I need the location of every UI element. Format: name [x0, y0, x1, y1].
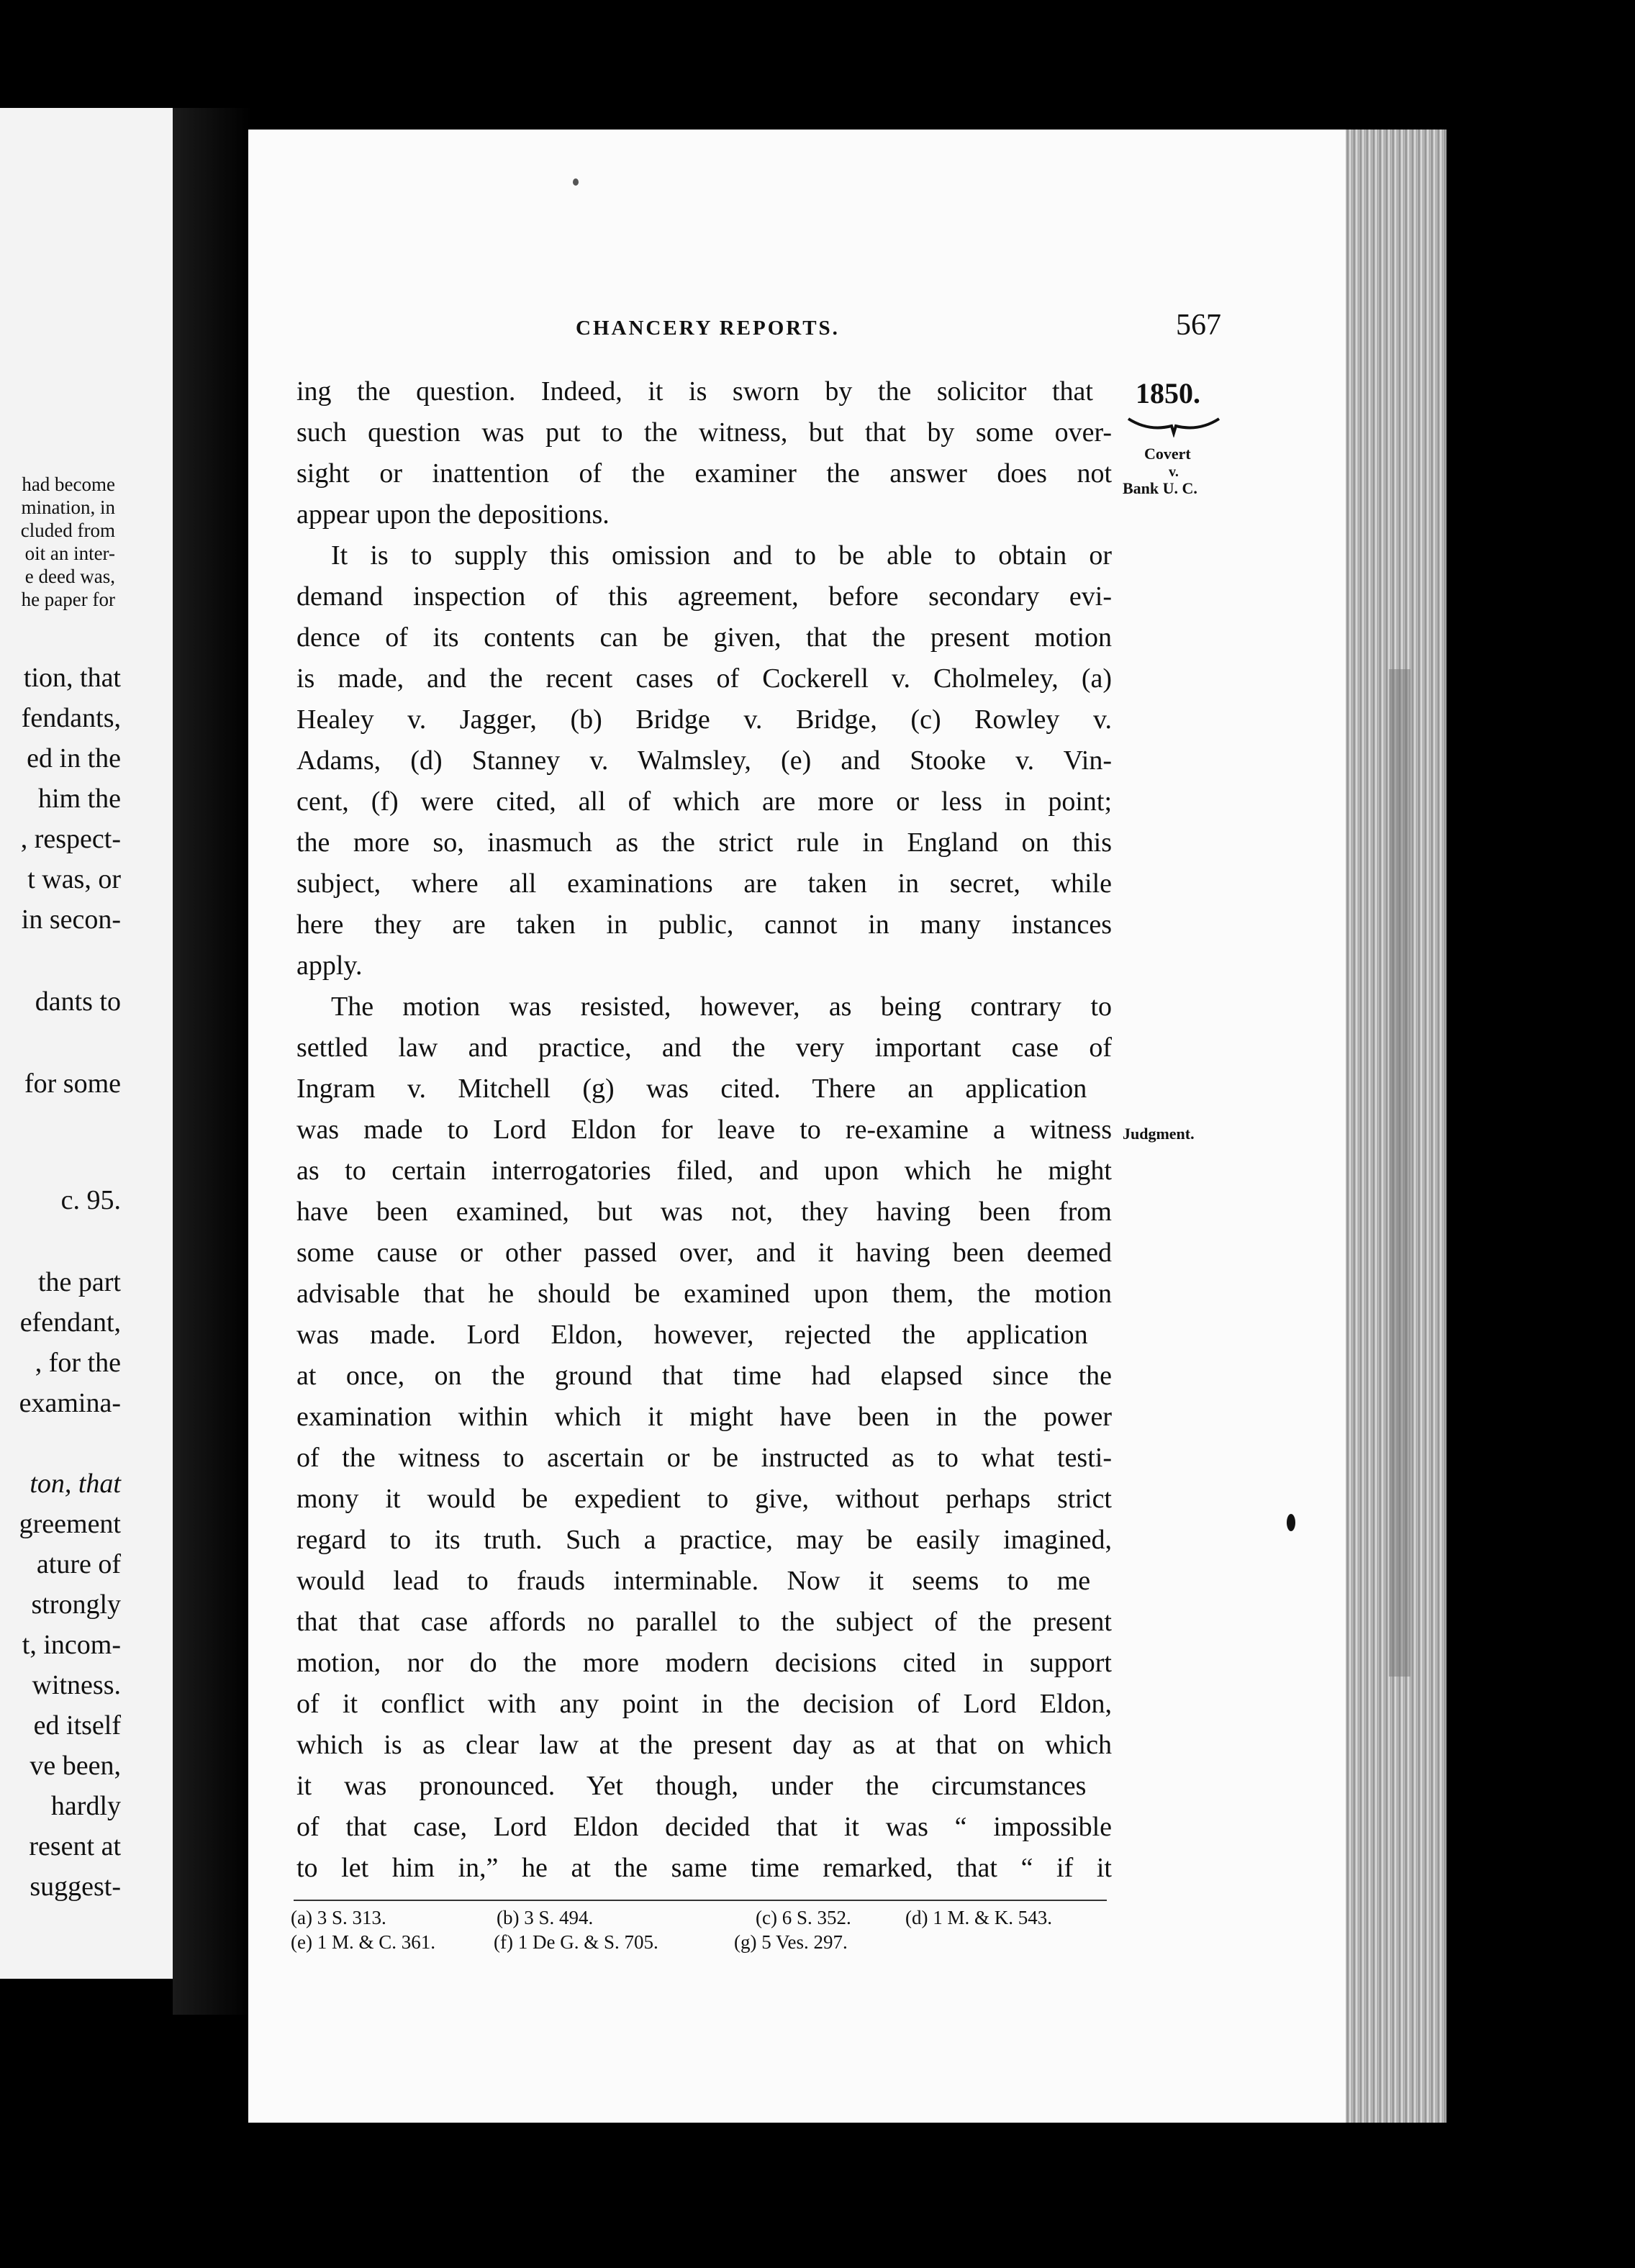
footnote-b: (b) 3 S. 494. [497, 1907, 594, 1928]
body-line: that that case affords no parallel to the subject of the present [296, 1607, 1112, 1637]
margin-year: 1850. [1136, 377, 1200, 409]
facing-page-line: dants to [35, 986, 121, 1017]
body-line: such question was put to the witness, but that by some over- [296, 417, 1112, 448]
ink-speck [573, 178, 579, 186]
facing-page-line: the part [37, 1267, 121, 1297]
facing-page-line: him the [37, 784, 121, 814]
facing-page-line: , respect- [20, 824, 121, 854]
body-line: It is to supply this omission and to be able to obtain or [331, 540, 1112, 571]
body-line: demand inspection of this agreement, before secondary evi- [296, 581, 1112, 612]
body-line: ing the question. Indeed, it is sworn by the solicitor that [296, 376, 1093, 407]
facing-page-line: ature of [36, 1549, 121, 1579]
body-line: advisable that he should be examined upon them, the motion [296, 1279, 1112, 1309]
margin-case-versus: v. [1169, 464, 1179, 480]
facing-page-line: strongly [31, 1589, 121, 1620]
page-number: 567 [1176, 309, 1221, 342]
facing-page-line: ed in the [27, 743, 121, 774]
body-line: apply. [296, 951, 363, 981]
facing-page-line: ve been, [30, 1751, 121, 1781]
facing-page-line: , for the [35, 1348, 121, 1378]
body-line: of that case, Lord Eldon decided that it was “ impossible [296, 1812, 1112, 1842]
footnote-c: (c) 6 S. 352. [756, 1907, 851, 1928]
body-line: the more so, inasmuch as the strict rule in England on this [296, 827, 1112, 858]
body-line: sight or inattention of the examiner the answer does not [296, 458, 1112, 489]
body-line: appear upon the depositions. [296, 499, 610, 530]
footnote-f: (f) 1 De G. & S. 705. [494, 1931, 658, 1953]
margin-case-name: Covert [1144, 445, 1191, 463]
body-line: it was pronounced. Yet though, under the circumstances [296, 1771, 1087, 1801]
facing-page-line: resent at [29, 1831, 121, 1861]
body-line: was made to Lord Eldon for leave to re-examine a witness [296, 1115, 1112, 1145]
facing-page-line: had become [22, 473, 115, 495]
body-line: here they are taken in public, cannot in many instances [296, 910, 1112, 940]
running-head: CHANCERY REPORTS. [576, 317, 840, 340]
body-line: to let him in,” he at the same time remarked, that “ if it [296, 1853, 1112, 1883]
body-line: dence of its contents can be given, that the present motion [296, 622, 1112, 653]
body-line: some cause or other passed over, and it having been deemed [296, 1238, 1112, 1268]
facing-page-line: c. 95. [60, 1185, 121, 1215]
facing-page-line: t, incom- [22, 1630, 121, 1660]
body-line: motion, nor do the more modern decisions cited in support [296, 1648, 1112, 1678]
footnote-g: (g) 5 Ves. 297. [734, 1931, 848, 1953]
body-line: Healey v. Jagger, (b) Bridge v. Bridge, (c) Rowley v. [296, 704, 1112, 735]
body-line: cent, (f) were cited, all of which are more or less in point; [296, 786, 1112, 817]
body-line: of it conflict with any point in the decision of Lord Eldon, [296, 1689, 1112, 1719]
margin-case-name: Bank U. C. [1123, 479, 1197, 497]
facing-page-line: tion, that [23, 663, 121, 693]
facing-page-line: for some [24, 1069, 121, 1099]
body-line: The motion was resisted, however, as being contrary to [331, 992, 1112, 1022]
body-line: mony it would be expedient to give, without perhaps strict [296, 1484, 1112, 1514]
facing-page-fragment [0, 108, 173, 1979]
body-line: Adams, (d) Stanney v. Walmsley, (e) and Stooke v. Vin- [296, 745, 1112, 776]
body-line: regard to its truth. Such a practice, may be easily imagined, [296, 1525, 1112, 1555]
body-line: is made, and the recent cases of Cockerell v. Cholmeley, (a) [296, 663, 1112, 694]
book-gutter [173, 108, 252, 2015]
facing-page-line: in secon- [21, 904, 121, 935]
facing-page-line: ed itself [33, 1710, 121, 1741]
facing-page-line: efendant, [19, 1307, 121, 1338]
body-line: examination within which it might have been in the power [296, 1402, 1112, 1432]
facing-page-line: t was, or [27, 864, 121, 894]
body-line: as to certain interrogatories filed, and upon which he might [296, 1156, 1112, 1186]
page-edge-shadow [1389, 669, 1410, 1677]
margin-judgment: Judgment. [1123, 1125, 1195, 1143]
brace-icon [1127, 416, 1220, 437]
facing-page-line: oit an inter- [24, 543, 115, 564]
body-line: at once, on the ground that time had elapsed since the [296, 1361, 1112, 1391]
body-line: which is as clear law at the present day as at that on which [296, 1730, 1112, 1760]
footnote-e: (e) 1 M. & C. 361. [291, 1931, 435, 1953]
facing-page-line: greement [19, 1509, 121, 1539]
footnote-d: (d) 1 M. & K. 543. [905, 1907, 1052, 1928]
facing-page-line: fendants, [21, 703, 121, 733]
facing-page-line: he paper for [21, 589, 115, 610]
facing-page-line: e deed was, [24, 566, 115, 587]
facing-page-line: mination, in [21, 496, 115, 518]
footnote-a: (a) 3 S. 313. [291, 1907, 386, 1928]
facing-page-line: examina- [19, 1388, 121, 1418]
body-line: Ingram v. Mitchell (g) was cited. There an application [296, 1074, 1087, 1104]
body-line: was made. Lord Eldon, however, rejected the application [296, 1320, 1088, 1350]
facing-page-line: ton, that [30, 1469, 121, 1499]
body-line: of the witness to ascertain or be instructed as to what testi- [296, 1443, 1112, 1473]
facing-page-line: suggest- [30, 1872, 121, 1902]
body-line: subject, where all examinations are taken in secret, while [296, 868, 1112, 899]
facing-page-line: cluded from [20, 520, 115, 541]
body-line: have been examined, but was not, they having been from [296, 1197, 1112, 1227]
footnote-rule [294, 1900, 1107, 1901]
body-line: settled law and practice, and the very important case of [296, 1033, 1112, 1063]
facing-page-line: witness. [32, 1670, 121, 1700]
ink-speck [1287, 1514, 1295, 1531]
body-line: would lead to frauds interminable. Now it seems to me [296, 1566, 1091, 1596]
facing-page-line: hardly [50, 1791, 121, 1821]
